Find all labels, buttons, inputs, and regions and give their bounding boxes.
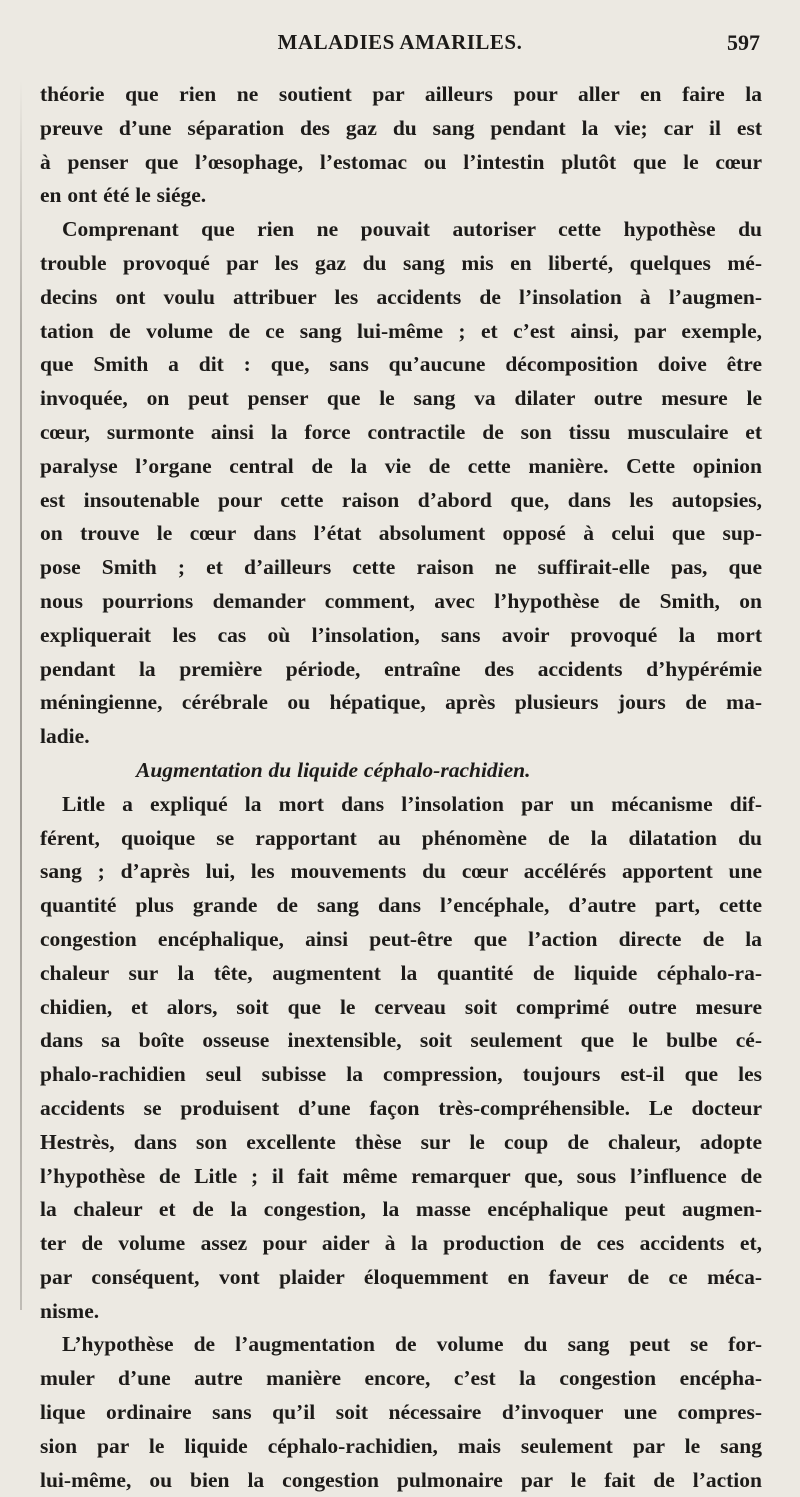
text-line: nous pourrions demander comment, avec l’hypothèse de Smith, on xyxy=(40,588,762,613)
text-line: l’hypothèse de Litle ; il fait même remarquer que, sous l’influence de xyxy=(40,1163,762,1188)
text-line: muler d’une autre manière encore, c’est la congestion encépha- xyxy=(40,1366,762,1391)
page-margin-shadow xyxy=(20,80,22,1310)
text-line: lui-même, ou bien la congestion pulmonaire par le fait de l’action xyxy=(40,1467,762,1492)
text-line: on trouve le cœur dans l’état absolument opposé à celui que sup- xyxy=(40,521,762,546)
text-line: nisme. xyxy=(40,1298,100,1323)
text-line: expliquerait les cas où l’insolation, sans avoir provoqué la mort xyxy=(40,622,762,647)
text-line: decins ont voulu attribuer les accidents de l’insolation à l’augmen- xyxy=(40,284,762,309)
text-line: chaleur sur la tête, augmentent la quantité de liquide céphalo-ra- xyxy=(40,960,762,985)
text-line: en ont été le siége. xyxy=(40,183,207,208)
text-line: tation de volume de ce sang lui-même ; et c’est ainsi, par exemple, xyxy=(40,318,762,343)
text-line: à penser que l’œsophage, l’estomac ou l’intestin plutôt que le cœur xyxy=(40,149,762,174)
text-line: pendant la première période, entraîne des accidents d’hypérémie xyxy=(40,656,762,681)
text-line: cœur, surmonte ainsi la force contractile de son tissu musculaire et xyxy=(40,419,762,444)
text-line: pose Smith ; et d’ailleurs cette raison ne suffirait-elle pas, que xyxy=(40,555,762,580)
text-line: Litle a expliqué la mort dans l’insolation par un mécanisme dif- xyxy=(62,791,762,816)
text-line: sang ; d’après lui, les mouvements du cœur accélérés apportent une xyxy=(40,859,762,884)
section-heading: Augmentation du liquide céphalo-rachidien. xyxy=(136,757,531,782)
text-line: congestion encéphalique, ainsi peut-être que l’action directe de la xyxy=(40,926,762,951)
text-line: ter de volume assez pour aider à la production de ces accidents et, xyxy=(40,1231,762,1256)
text-line: phalo-rachidien seul subisse la compression, toujours est-il que les xyxy=(40,1062,762,1087)
text-line: méningienne, cérébrale ou hépatique, après plusieurs jours de ma- xyxy=(40,690,762,715)
body-text xyxy=(40,78,762,1497)
running-title: MALADIES AMARILES. xyxy=(277,30,523,54)
text-line: L’hypothèse de l’augmentation de volume du sang peut se for- xyxy=(62,1332,762,1357)
text-line: preuve d’une séparation des gaz du sang pendant la vie; car il est xyxy=(40,115,762,140)
text-line: invoquée, on peut penser que le sang va dilater outre mesure le xyxy=(40,386,762,411)
text-line: chidien, et alors, soit que le cerveau soit comprimé outre mesure xyxy=(40,994,762,1019)
text-line: que Smith a dit : que, sans qu’aucune décomposition doive être xyxy=(40,352,762,377)
text-line: Hestrès, dans son excellente thèse sur le coup de chaleur, adopte xyxy=(40,1129,762,1154)
text-line: trouble provoqué par les gaz du sang mis en liberté, quelques mé- xyxy=(40,250,762,275)
text-line: est insoutenable pour cette raison d’abord que, dans les autopsies, xyxy=(40,487,762,512)
text-line: par conséquent, vont plaider éloquemment en faveur de ce méca- xyxy=(40,1264,762,1289)
text-line: quantité plus grande de sang dans l’encéphale, d’autre part, cette xyxy=(40,893,762,918)
text-line: Comprenant que rien ne pouvait autoriser cette hypothèse du xyxy=(62,217,762,242)
text-line: dans sa boîte osseuse inextensible, soit seulement que le bulbe cé- xyxy=(40,1028,762,1053)
text-line: ladie. xyxy=(40,724,90,749)
text-line: accidents se produisent d’une façon très-compréhensible. Le docteur xyxy=(40,1095,762,1120)
text-line: lique ordinaire sans qu’il soit nécessaire d’invoquer une compres- xyxy=(40,1400,762,1425)
text-line: sion par le liquide céphalo-rachidien, mais seulement par le sang xyxy=(40,1433,762,1458)
page-number: 597 xyxy=(727,30,760,55)
text-line: la chaleur et de la congestion, la masse encéphalique peut augmen- xyxy=(40,1197,762,1222)
text-line: férent, quoique se rapportant au phénomène de la dilatation du xyxy=(40,825,762,850)
page-header xyxy=(40,30,760,60)
text-line: théorie que rien ne soutient par ailleurs pour aller en faire la xyxy=(40,82,762,106)
text-line: paralyse l’organe central de la vie de cette manière. Cette opinion xyxy=(40,453,762,478)
